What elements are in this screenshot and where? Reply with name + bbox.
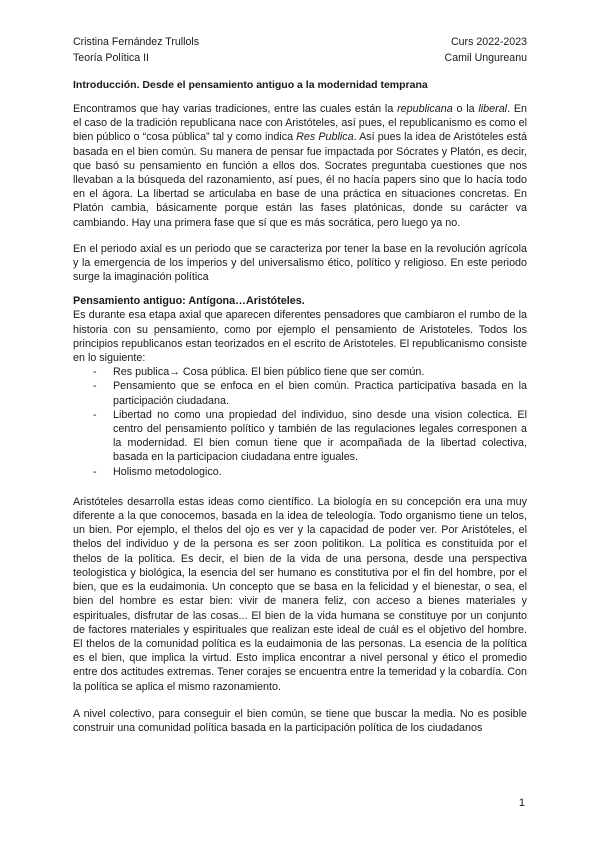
header-right	[445, 34, 527, 66]
list-item: - Res publica→ Cosa pública. El bien público tiene que ser común.	[103, 365, 527, 379]
page-header	[73, 34, 527, 66]
page-number: 1	[518, 797, 525, 809]
list-item: - Pensamiento que se enfoca en el bien común. Practica participativa basada en la participación ciudadana.	[103, 379, 527, 407]
academic-year: Curs 2022-2023	[451, 36, 527, 48]
header-left	[73, 34, 199, 66]
paragraph-intro	[73, 102, 527, 230]
text-run: Encontramos que hay varias tradiciones, entre las cuales están la	[73, 103, 398, 115]
list-item: - Libertad no como una propiedad del individuo, sino desde una vision colectica. El centro del pensamiento político y también de las regulaciones legales corresponen a la modernidad. El bien comun tiene que ir acompañada de la libertad colectiva, basada en la participacion ciudadana entre iguales.	[103, 408, 527, 465]
text-run-italic: republicana	[397, 103, 453, 115]
list-item: - Holismo metodologico.	[103, 465, 527, 479]
author-name: Cristina Fernández Trullols	[73, 36, 199, 48]
subsection-title: Pensamiento antiguo: Antígona…Aristóteles.	[73, 295, 305, 308]
paragraph-collective: A nivel colectivo, para conseguir el bien común, se tiene que buscar la media. No es posible construir una comunidad política basada en la participación política de los ciudadanos	[73, 707, 527, 734]
paragraph-axial: En el periodo axial es un periodo que se caracteriza por tener la base en la revolución agrícola y la emergencia de los imperios y del universalismo ético, político y religioso. En este periodo surge la imaginación política	[73, 242, 527, 284]
text-run: . Así pues la idea de Aristóteles está basada en el bien común. Su manera de pensar fue impactada por Sócrates y Platón, es decir, que basó su pensamiento en función a ellos dos. Socrates preguntaba cuestiones que nos llevaban a la búsqueda del razonamiento, así pues, él no hacía papers sino que lo hacía todo en el ágora. La libertad se articulaba en base de una práctica en situaciones concretas. En Platón cambia, básicamente porque están las fases platónicas, donde su carácter va cambiando. Hay una primera fase que sí que es más socrática, pero luego ya no.	[73, 131, 527, 229]
section-title: Introducción. Desde el pensamiento antiguo a la modernidad temprana	[73, 79, 428, 91]
paragraph-republicanism: Es durante esa etapa axial que aparecen diferentes pensadores que cambiaron el rumbo de la historia con su pensamiento, como por ejemplo el pensamiento de Aristoteles. Todos los principios republicanos estan teorizados en el escrito de Aristoteles. El republicanismo consiste en lo siguiente:	[73, 309, 527, 365]
text-run: o la	[452, 103, 479, 115]
professor-name: Camil Ungureanu	[444, 52, 527, 64]
text-run: . En el caso de la tradición republicana nace con Aristóteles, así pues, el republicanismo es como el bien público o “cosa pública” tal y como indica	[73, 103, 527, 144]
bullet-list	[73, 365, 527, 479]
course-name: Teoría Política II	[73, 52, 149, 64]
text-run-italic: Res Publica	[296, 131, 354, 144]
paragraph-aristotle: Aristóteles desarrolla estas ideas como científico. La biología en su concepción era una muy diferente a la que conocemos, basada en la idea de teleología. Todo organismo tiene un telos, un bien. Por ejemplo, el thelos del ojo es ver y la capacidad de poder ver. Por Aristóteles, el thelos del individuo y de la persona es ser zoon politikon. La política es constituida por el thelos de la política. Es decir, el bien de la vida de una persona, desde una perspectiva teologistica y biológica, la esencia del ser humano es constitutiva por el fin del hombre, por el bien, que es la eudaimonia. Un concepto que se basa en la felicidad y el bienestar, o sea, el bien del hombre es estar bien: vivir de manera feliz, con acceso a bienes materiales y espirituales, disfrutar de las cosas... El bien de la vida humana se constituye por un conjunto de factores materiales y espirituales que realizan este ideal de cuál es el objetivo del hombre. El thelos de la comunidad política es la eudaimonia de las personas. La esencia de la política es el bien, que implica la virtud. Esto implica encontrar a nivel personal y ético el promedio entre dos actitudes extremas. Tener corajes se encuentra entre la temeridad y la cobardía. Con la política se aplica el mismo razonamiento.	[73, 495, 527, 693]
text-run-italic: liberal	[478, 103, 508, 115]
